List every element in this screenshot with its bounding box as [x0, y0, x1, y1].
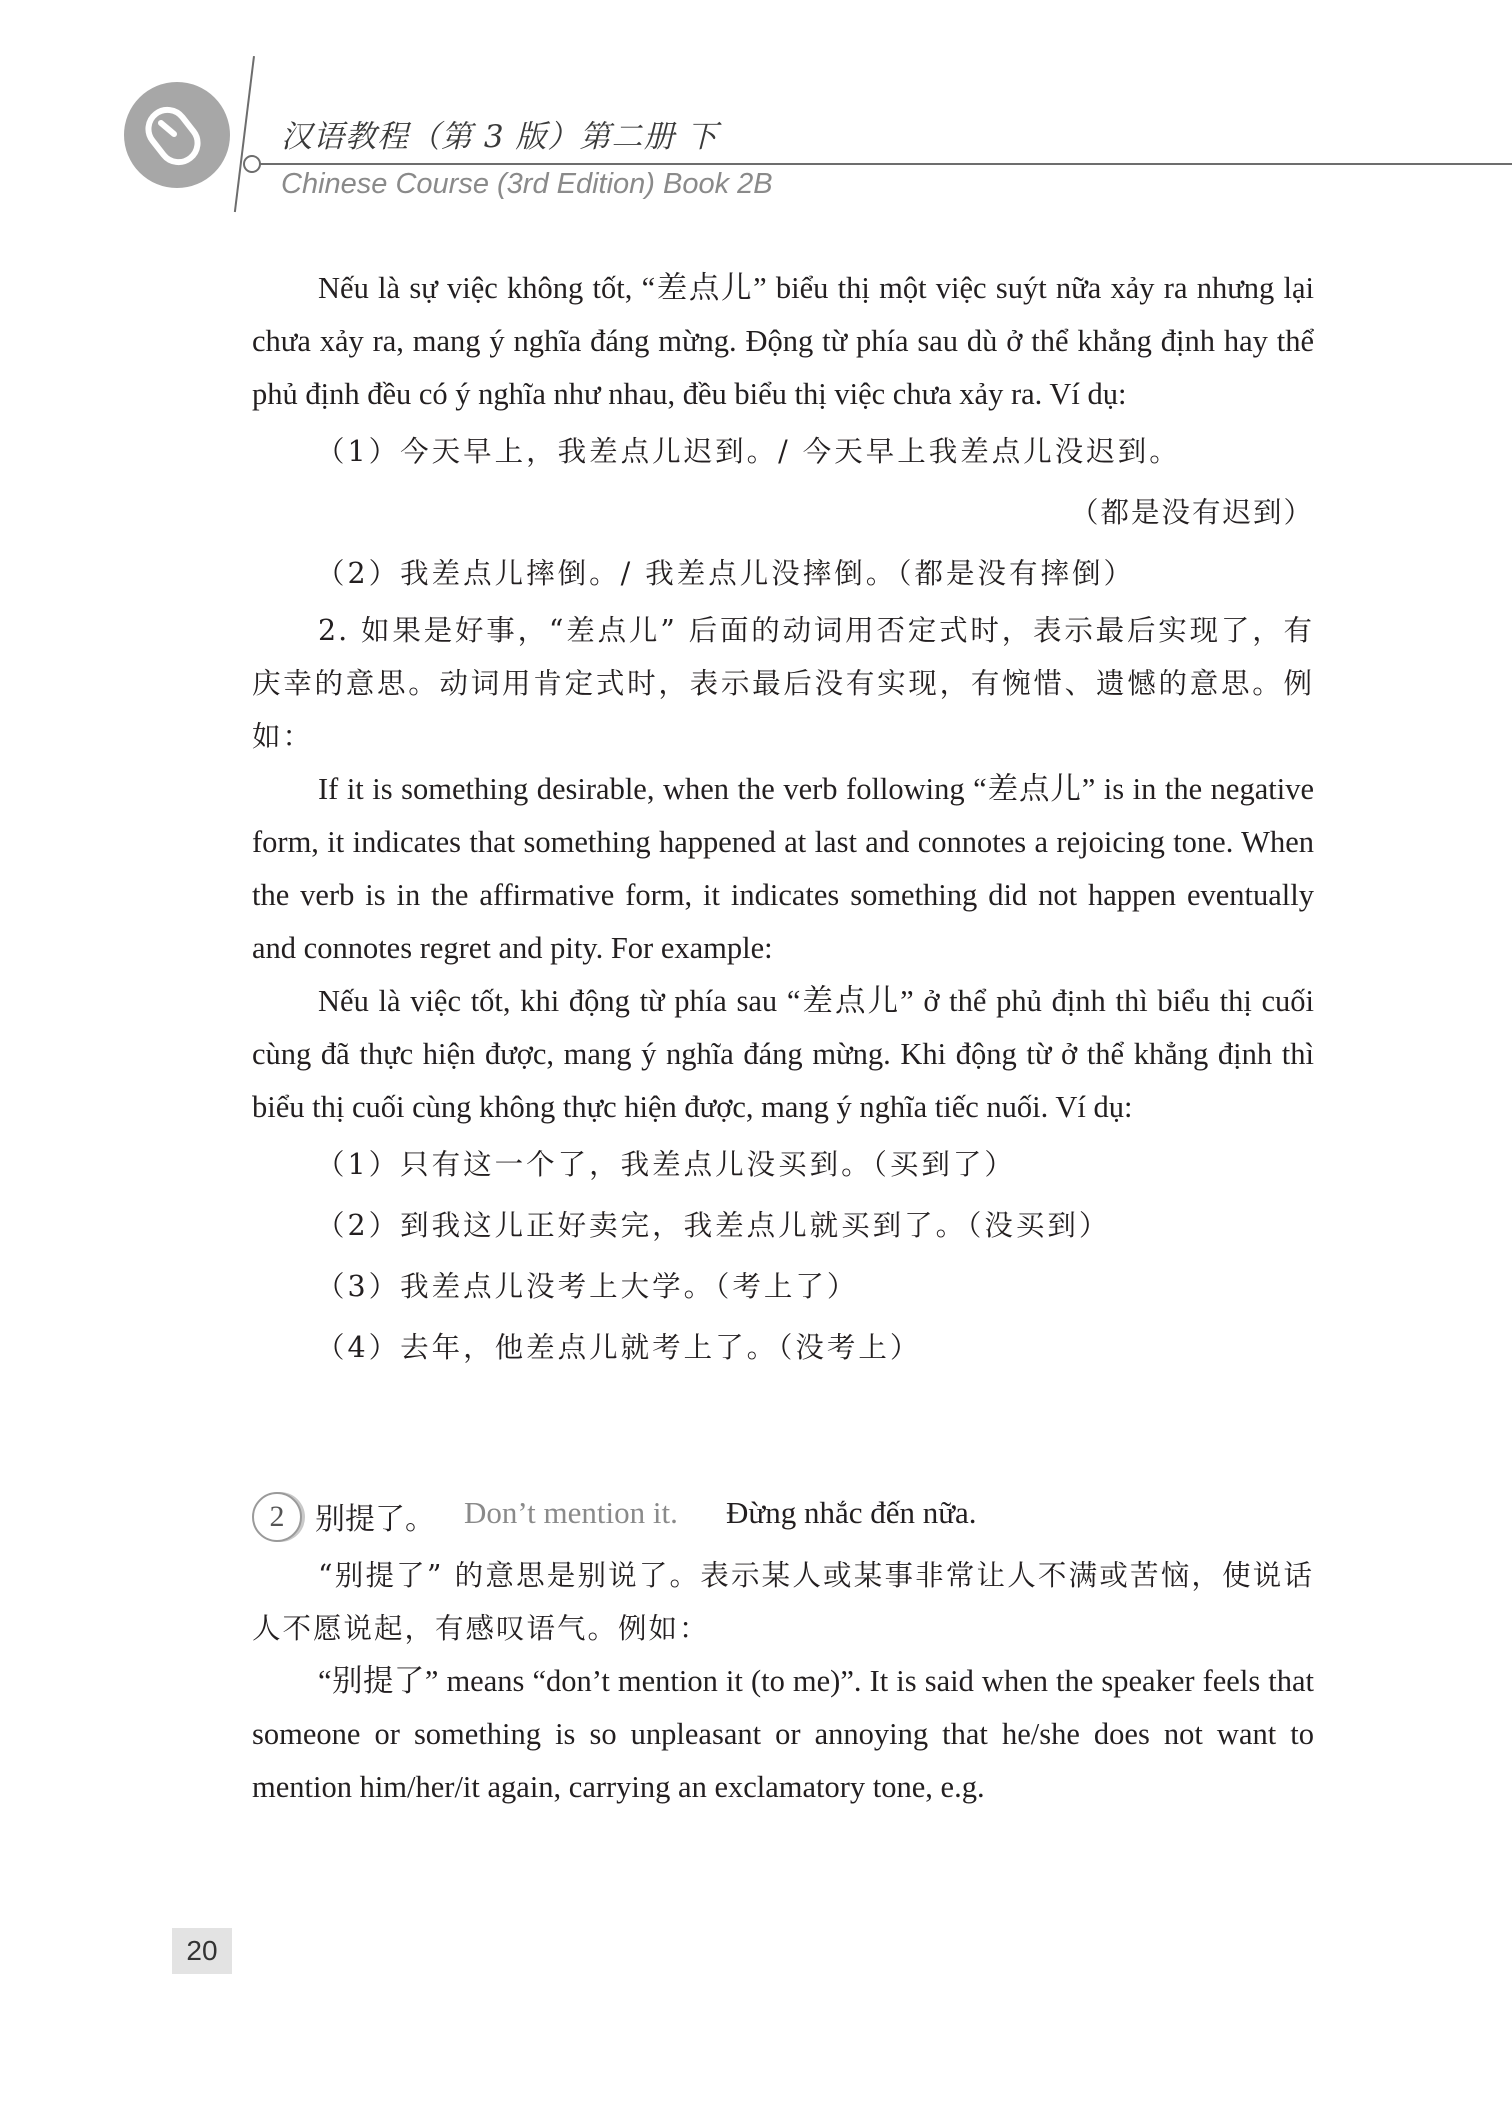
section-heading-chinese: 别提了。 [315, 1502, 435, 1537]
section-number-badge: 2 [252, 1492, 302, 1542]
header-vertical-rule [234, 56, 255, 212]
mouse-logo-icon [124, 82, 230, 188]
section-2-heading [252, 1488, 1314, 1544]
section-2-zh-paragraph: “别提了” 的意思是别说了。表示某人或某事非常让人不满或苦恼，使说话人不愿说起，有感叹语气。例如： [252, 1559, 1314, 1645]
header-horizontal-rule [259, 163, 1512, 165]
example-b-2: （2）到我这儿正好卖完，我差点儿就买到了。（没买到） [316, 1209, 1111, 1242]
section-2-content [252, 1549, 1314, 1814]
vi-intro-paragraph: Nếu là sự việc không tốt, “差点儿” biểu thị một việc suýt nữa xảy ra nhưng lại chưa xảy ra, mang ý nghĩa đáng mừng. Động từ phía sau dù ở thể khẳng định hay thể phủ định đều có ý nghĩa như nhau, đều biểu thị việc chưa xảy ra. Ví dụ: [252, 271, 1314, 411]
book-title-chinese: 汉语教程（第 3 版）第二册 下 [281, 119, 719, 155]
header-rule-knot [243, 155, 261, 173]
example-b-1: （1）只有这一个了，我差点儿没买到。（买到了） [316, 1148, 1016, 1181]
section-heading-vietnamese: Đừng nhắc đến nữa. [726, 1495, 977, 1530]
example-b-3: （3）我差点儿没考上大学。（考上了） [316, 1270, 859, 1303]
example-a-1: （1）今天早上，我差点儿迟到。/ 今天早上我差点儿没迟到。 [316, 435, 1181, 468]
main-content [252, 262, 1314, 1378]
en-point2-paragraph: If it is something desirable, when the verb following “差点儿” is in the negative form, it indicates that something happened at last and connotes a rejoicing tone. When the verb is in the affirmative form, it indicates something did not happen eventually and connotes regret and pity. For example: [252, 772, 1314, 965]
zh-point2-paragraph: 2. 如果是好事，“差点儿” 后面的动词用否定式时，表示最后实现了，有庆幸的意思。动词用肯定式时，表示最后没有实现，有惋惜、遗憾的意思。例如： [252, 614, 1314, 753]
example-b-4: （4）去年，他差点儿就考上了。（没考上） [316, 1331, 922, 1364]
section-2-en-paragraph: “别提了” means “don’t mention it (to me)”. It is said when the speaker feels that someone or something is so unpleasant or annoying that he/she does not want to mention him/her/it again, carrying an exclamatory tone, e.g. [252, 1664, 1314, 1804]
section-heading-english: Don’t mention it. [464, 1495, 678, 1530]
page-number: 20 [172, 1928, 232, 1974]
example-a-2: （2）我差点儿摔倒。/ 我差点儿没摔倒。（都是没有摔倒） [316, 557, 1136, 590]
example-a-1-note: （都是没有迟到） [1069, 496, 1314, 529]
book-title-english: Chinese Course (3rd Edition) Book 2B [281, 168, 773, 200]
vi-point2-paragraph: Nếu là việc tốt, khi động từ phía sau “差点儿” ở thể phủ định thì biểu thị cuối cùng đã thực hiện được, mang ý nghĩa đáng mừng. Khi động từ ở thể khẳng định thì biểu thị cuối cùng không thực hiện được, mang ý nghĩa tiếc nuối. Ví dụ: [252, 984, 1314, 1124]
